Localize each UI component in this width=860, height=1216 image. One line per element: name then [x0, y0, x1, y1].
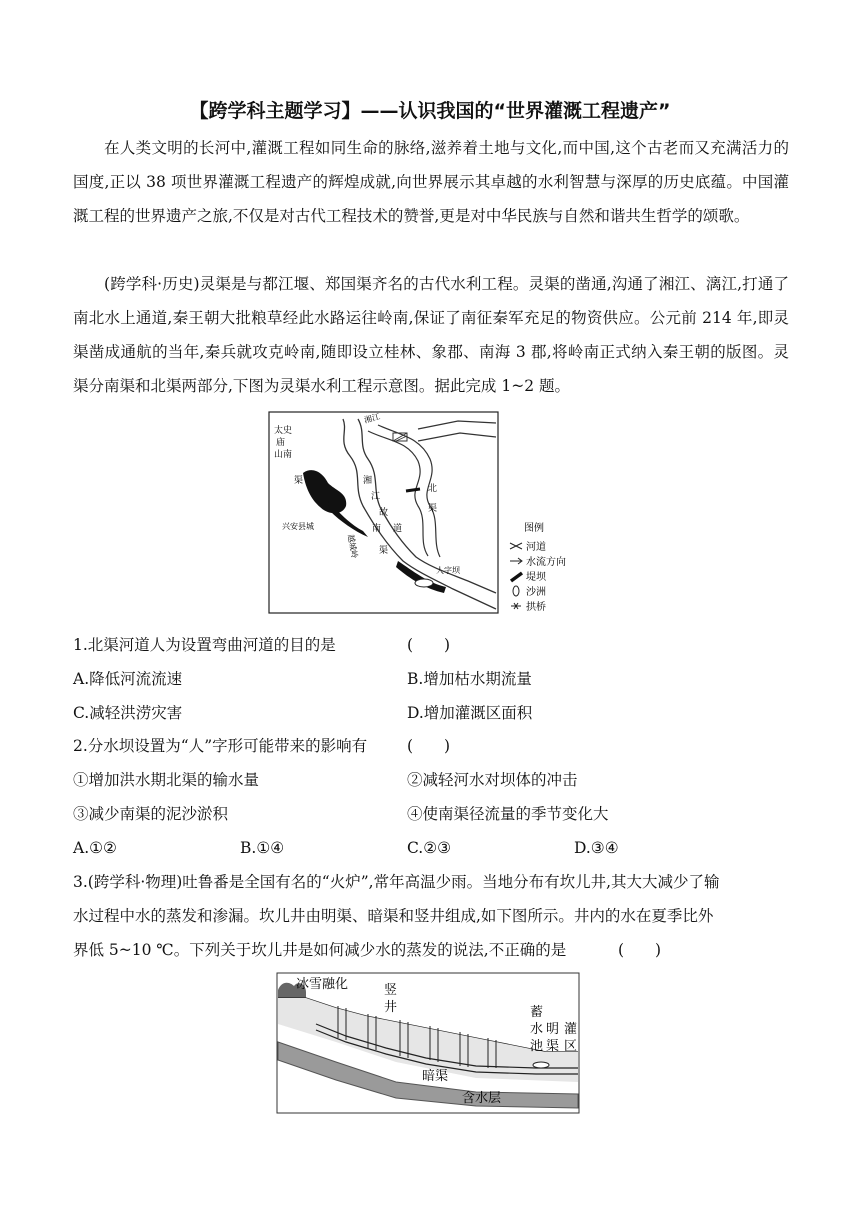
label-irrigation-1: 灌: [564, 1022, 578, 1037]
q2-statement-1: ①增加洪水期北渠的输水量: [73, 771, 260, 789]
q2-option-c: C.②③: [407, 839, 452, 857]
legend-bridge-icon: [511, 603, 521, 609]
q2-option-b: B.①④: [240, 839, 285, 857]
q1-option-b: B.增加枯水期流量: [407, 670, 532, 688]
label-taishi: 太史: [274, 426, 293, 436]
sandbar-shape: [415, 579, 433, 587]
storage-pool: [533, 1062, 549, 1068]
q2-option-a: A.①②: [73, 839, 117, 857]
q3-line-3: 界低 5~10 ℃。下列关于坎儿井是如何减少水的蒸发的说法,不正确的是: [73, 941, 567, 959]
label-qu2: 渠: [428, 504, 438, 514]
legend-title: 图例: [524, 523, 544, 534]
q2-statement-2: ②减轻河水对坝体的冲击: [407, 771, 578, 789]
label-miao: 庙: [276, 438, 286, 448]
label-bei: 北: [428, 484, 438, 494]
label-open-2: 渠: [546, 1039, 560, 1054]
q3-line-2: 水过程中水的蒸发和渗漏。坎儿井由明渠、暗渠和竖井组成,如下图所示。井内的水在夏季比外: [73, 907, 714, 925]
label-dao: 道: [393, 524, 403, 534]
q2-bracket: ( ): [407, 737, 451, 755]
q1-option-c: C.减轻洪涝灾害: [73, 704, 183, 722]
intro-paragraph: 在人类文明的长河中,灌溉工程如同生命的脉络,滋养着土地与文化,而中国,这个古老而又充满活力的国度,正以 38 项世界灌溉工程遗产的辉煌成就,向世界展示其卓越的水利智慧与深厚的历史底蕴。中国灌溉工程的世界遗产之旅,不仅是对古代工程技术的赞誉,更是对中华民族与自然和谐共生哲学的颂歌。: [73, 139, 789, 225]
label-shaft-2: 井: [384, 1000, 398, 1015]
legend-sandbar-icon: [513, 586, 519, 596]
q3-line-1: 3.(跨学科·物理)吐鲁番是全国有名的“火炉”,常年高温少雨。当地分布有坎儿井,其大大减少了输: [73, 873, 720, 891]
legend-flow: 水流方向: [526, 557, 566, 568]
q1-stem: 1.北渠河道人为设置弯曲河道的目的是: [73, 636, 336, 654]
label-pool-1: 蓄: [530, 1005, 544, 1020]
q1-bracket: ( ): [407, 636, 451, 654]
label-qu: 渠: [294, 476, 304, 486]
label-pool-2: 水: [530, 1022, 544, 1037]
legend-dam-icon: [511, 573, 522, 581]
q2-stem: 2.分水坝设置为“人”字形可能带来的影响有: [73, 737, 368, 755]
q2-statement-4: ④使南渠径流量的季节变化大: [407, 805, 609, 823]
legend-river-icon: [510, 543, 522, 549]
legend-flow-icon: [510, 558, 522, 564]
label-mountain: 越城岭: [346, 533, 360, 559]
label-nan: 南: [372, 524, 382, 534]
label-aquifer: 含水层: [462, 1091, 502, 1106]
label-shannan: 山南: [274, 450, 293, 460]
label-jiang: 江: [371, 492, 381, 502]
label-pool-3: 池: [530, 1039, 544, 1054]
label-qu3: 渠: [379, 546, 389, 556]
label-irrigation-2: 区: [564, 1039, 578, 1054]
label-snow-melt: 冰雪融化: [296, 977, 349, 992]
label-gu: 故: [379, 508, 389, 518]
karez-diagram: [276, 972, 580, 1114]
label-dark-channel: 暗渠: [422, 1069, 449, 1084]
lingqu-map-figure: [268, 411, 598, 615]
q1-option-a: A.降低河流流速: [73, 670, 183, 688]
page-title: 【跨学科主题学习】——认识我国的“世界灌溉工程遗产”: [189, 100, 671, 122]
legend-dam: 堤坝: [526, 572, 546, 583]
label-top: 湘江: [363, 412, 381, 425]
label-xiang: 湘: [363, 476, 373, 486]
q1-option-d: D.增加灌溉区面积: [407, 704, 533, 722]
q2-statement-3: ③减少南渠的泥沙淤积: [73, 805, 229, 823]
passage-paragraph: (跨学科·历史)灵渠是与都江堰、郑国渠齐名的古代水利工程。灵渠的凿通,沟通了湘江、漓江,打通了南北水上通道,秦王朝大批粮草经此水路运往岭南,保证了南征秦军充足的物资供应。公元前 214 年,即灵渠凿成通航的当年,秦兵就攻克岭南,随即设立桂林、象郡、南海 3 郡,将岭南正式纳入秦王朝的版图。灵渠分南渠和北渠两部分,下图为灵渠水利工程示意图。据此完成 1~2 题。: [73, 275, 789, 395]
label-open-1: 明: [546, 1022, 560, 1037]
q3-bracket: ( ): [618, 941, 662, 959]
label-renzi: 人字坝: [436, 566, 460, 575]
label-xingan: 兴安县城: [282, 522, 314, 531]
dam-segment: [406, 489, 420, 491]
label-shaft-1: 竖: [384, 983, 398, 998]
legend-river: 河道: [526, 542, 546, 553]
legend-bridge: 拱桥: [526, 602, 546, 613]
legend-sandbar: 沙洲: [526, 587, 546, 598]
q2-option-d: D.③④: [574, 839, 619, 857]
